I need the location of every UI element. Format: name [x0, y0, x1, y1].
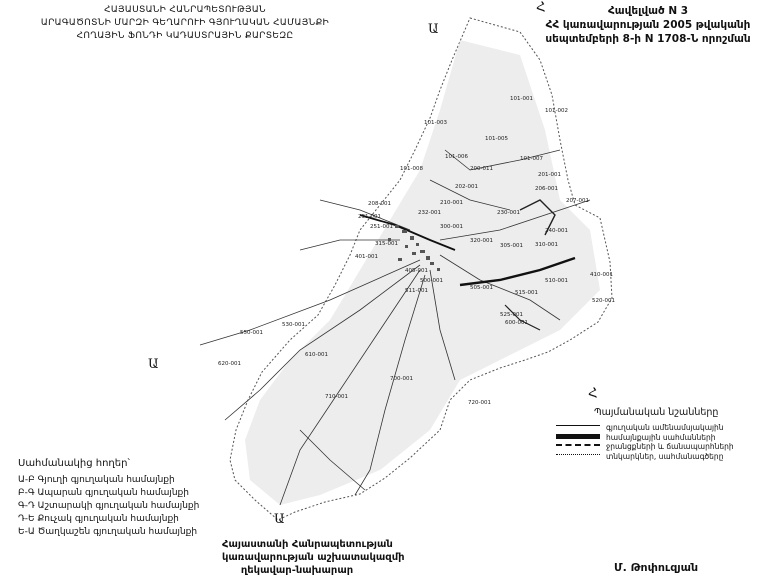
legend — [556, 423, 766, 461]
direction-marker-a: Ա — [428, 22, 439, 37]
svg-text:310-001: 310-001 — [535, 242, 558, 248]
legend-item: տնկարկներ, սահմանագծերը — [556, 452, 766, 462]
bordering-lands — [18, 457, 199, 539]
direction-west: Ա — [148, 357, 159, 372]
svg-text:231-001: 231-001 — [358, 214, 381, 220]
svg-text:232-001: 232-001 — [418, 210, 441, 216]
svg-text:101-007: 101-007 — [520, 156, 543, 162]
svg-text:410-001: 410-001 — [590, 272, 613, 278]
svg-text:610-001: 610-001 — [305, 352, 328, 358]
approval-line-2: ՀՀ կառավարության 2005 թվականի — [545, 19, 751, 31]
svg-text:240-001: 240-001 — [545, 228, 568, 234]
svg-text:525-001: 525-001 — [500, 312, 523, 318]
legend-symbol — [556, 425, 600, 432]
svg-text:101-001: 101-001 — [510, 96, 533, 102]
svg-text:550-001: 550-001 — [240, 330, 263, 336]
svg-text:208-001: 208-001 — [368, 201, 391, 207]
svg-text:101-006: 101-006 — [445, 154, 468, 160]
svg-text:505-001: 505-001 — [470, 285, 493, 291]
map-title — [20, 4, 350, 43]
svg-text:401-001: 401-001 — [355, 254, 378, 260]
border-item: Ե-Ա Ծաղկաշեն գյուղական համայնքի — [18, 527, 198, 537]
title-line-3: ՀՈՂԱՅԻՆ ՖՈՆԴԻ ԿԱԴԱՍՏՐԱՅԻՆ ՔԱՐՏԵԶԸ — [76, 31, 294, 41]
svg-text:600-001: 600-001 — [505, 320, 528, 326]
minister-line-2: կառավարության աշխատակազմի — [222, 552, 405, 563]
legend-item: գյուղական ամենամսյակային — [556, 423, 766, 433]
svg-text:101-002: 101-002 — [545, 108, 568, 114]
svg-text:305-001: 305-001 — [500, 243, 523, 249]
border-item: Ա-Բ Գյուղի գյուղական համայնքի — [18, 475, 175, 485]
svg-text:202-001: 202-001 — [455, 184, 478, 190]
title-line-1: ՀԱՅԱՍՏԱՆԻ ՀԱՆՐԱՊԵՏՈՒԹՅԱՆ — [104, 5, 266, 15]
svg-text:210-001: 210-001 — [440, 200, 463, 206]
svg-text:101-005: 101-005 — [485, 136, 508, 142]
border-item: Բ-Գ Ապարան գյուղական համայնքի — [18, 488, 189, 498]
svg-text:207-001: 207-001 — [566, 198, 589, 204]
svg-text:710-001: 710-001 — [325, 394, 348, 400]
legend-symbol — [556, 454, 600, 461]
svg-text:700-001: 700-001 — [390, 376, 413, 382]
direction-south: Ա — [274, 512, 285, 527]
svg-text:515-001: 515-001 — [515, 290, 538, 296]
legend-item: ջրանցքների և ճանապարհների — [556, 442, 766, 452]
svg-text:620-001: 620-001 — [218, 361, 241, 367]
svg-text:200-011: 200-011 — [470, 166, 493, 172]
svg-text:230-001: 230-001 — [497, 210, 520, 216]
svg-text:251-001: 251-001 — [370, 224, 393, 230]
legend-title: Պայմանական նշանները — [594, 407, 719, 418]
svg-text:405-001: 405-001 — [405, 268, 428, 274]
signature-name: Մ. Թոփուզյան — [614, 561, 699, 574]
approval-line-1: Հավելված N 3 — [607, 5, 689, 17]
minister-line-1: Հայաստանի Հանրապետության — [222, 539, 393, 550]
svg-text:300-001: 300-001 — [440, 224, 463, 230]
svg-text:510-001: 510-001 — [545, 278, 568, 284]
svg-text:320-001: 320-001 — [470, 238, 493, 244]
border-item: Դ-Ե Քուչակ գյուղական համայնքի — [18, 514, 179, 524]
minister-title — [222, 538, 405, 577]
svg-text:530-001: 530-001 — [282, 322, 305, 328]
legend-symbol — [556, 434, 600, 439]
svg-text:206-001: 206-001 — [535, 186, 558, 192]
svg-text:101-008: 101-008 — [400, 166, 423, 172]
svg-text:101-003: 101-003 — [424, 120, 447, 126]
bordering-lands-title: Սահմանակից հողեր՝ — [18, 458, 130, 469]
border-item: Գ-Դ Աշտարակի գյուղական համայնքի — [18, 501, 200, 511]
svg-text:520-001: 520-001 — [592, 298, 615, 304]
direction-north: Հ — [536, 0, 546, 15]
svg-text:201-001: 201-001 — [538, 172, 561, 178]
legend-item: համայնքային սահմանների — [556, 433, 766, 443]
direction-south-east: Հ — [588, 386, 598, 401]
svg-text:720-001: 720-001 — [468, 400, 491, 406]
approval-block — [528, 4, 768, 46]
minister-line-3: ղեկավար-նախարար — [240, 565, 354, 576]
svg-text:511-001: 511-001 — [405, 288, 428, 294]
svg-text:500-001: 500-001 — [420, 278, 443, 284]
svg-text:315-001: 315-001 — [375, 241, 398, 247]
approval-line-3: սեպտեմբերի 8-ի N 1708-Ն որոշման — [545, 33, 751, 45]
title-line-2: ԱՐԱԳԱԾՈՏՆԻ ՄԱՐԶԻ ԳԵՂԱՐՈՒԻ ԳՅՈՒՂԱԿԱՆ ՀԱՄԱՅՆՔԻ — [40, 18, 330, 28]
